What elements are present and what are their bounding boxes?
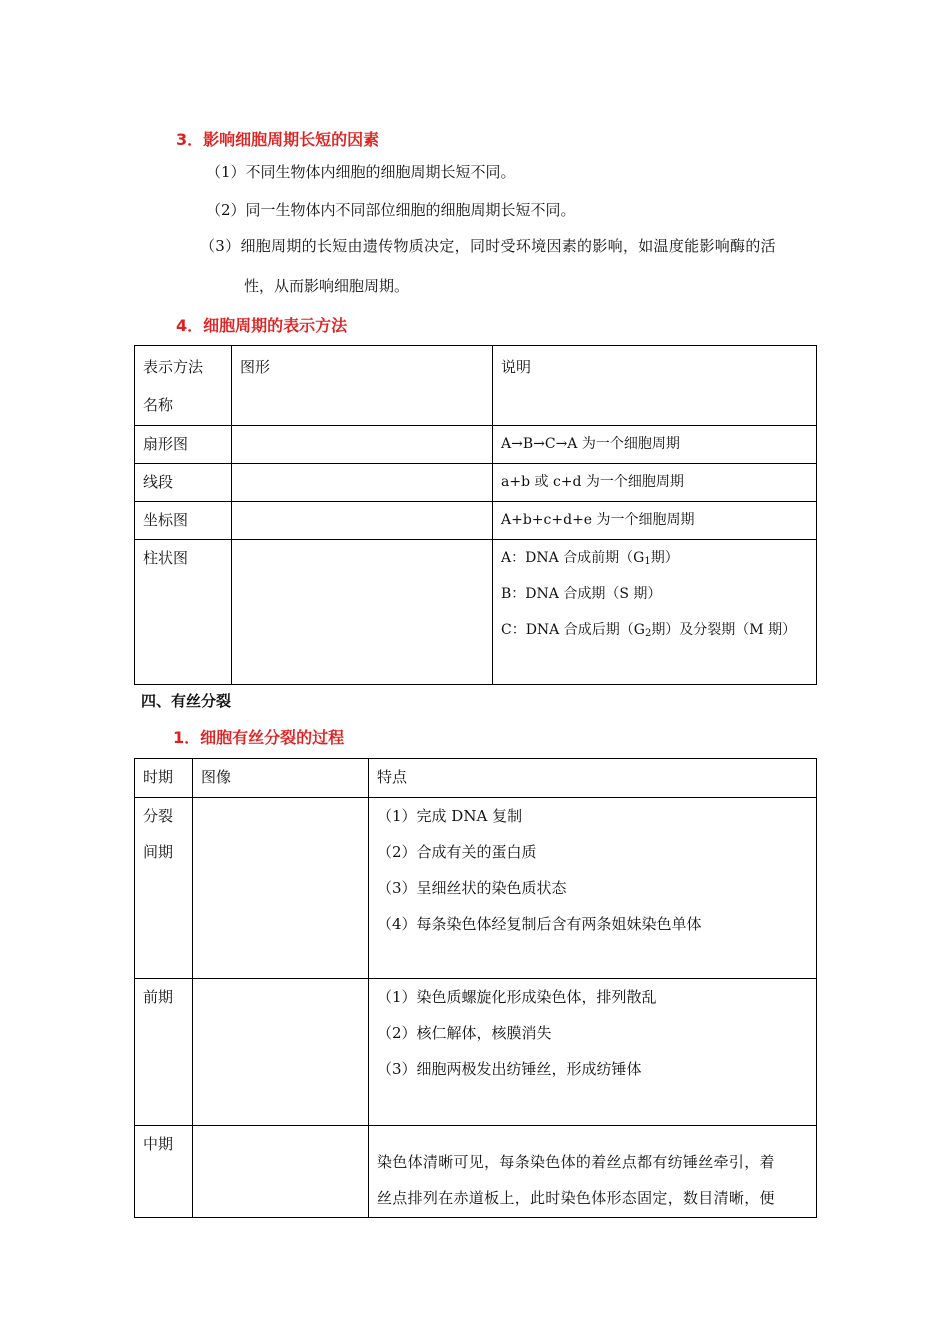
row-description-line-b: B：DNA 合成期（S 期） <box>501 586 662 602</box>
row-name: 坐标图 <box>143 511 189 529</box>
metaphase-feature-line2: 丝点排列在赤道板上，此时染色体形态固定，数目清晰，便 <box>377 1189 775 1207</box>
section-4-title: 4．细胞周期的表示方法 <box>176 316 348 335</box>
metaphase-name: 中期 <box>143 1135 174 1153</box>
section-3-title: 3．影响细胞周期长短的因素 <box>176 130 380 149</box>
table-row-prophase <box>135 979 817 1126</box>
image-cell <box>193 979 369 1126</box>
prophase-name: 前期 <box>143 988 174 1006</box>
table-row <box>135 426 817 464</box>
prophase-feature: （1）染色质螺旋化形成染色体，排列散乱 <box>377 988 657 1006</box>
image-cell <box>193 1126 369 1218</box>
header-method-cell <box>135 346 232 426</box>
figure-cell <box>232 540 493 685</box>
prophase-feature: （3）细胞两极发出纺锤丝，形成纺锤体 <box>377 1060 642 1078</box>
row-description: A+b+c+d+e 为一个细胞周期 <box>501 512 695 528</box>
table-row <box>135 502 817 540</box>
header-image: 图像 <box>201 768 232 786</box>
header-stage: 时期 <box>143 768 174 786</box>
header-figure-cell <box>232 346 493 426</box>
section-3-item-3: （3）细胞周期的长短由遗传物质决定，同时受环境因素的影响，如温度能影响酶的活 <box>200 237 776 255</box>
header-method-line1: 表示方法 <box>143 358 204 376</box>
figure-cell <box>232 464 493 502</box>
interphase-feature: （4）每条染色体经复制后含有两条姐妹染色单体 <box>377 915 702 933</box>
table-header-row <box>135 346 817 426</box>
interphase-name-line2: 间期 <box>143 843 174 861</box>
interphase-name-line1: 分裂 <box>143 807 174 825</box>
row-description: a+b 或 c+d 为一个细胞周期 <box>501 474 684 490</box>
header-method-line2: 名称 <box>143 396 174 414</box>
table-row-interphase <box>135 798 817 979</box>
table-row <box>135 540 817 685</box>
interphase-feature: （2）合成有关的蛋白质 <box>377 843 537 861</box>
figure-cell <box>232 502 493 540</box>
row-description: A→B→C→A 为一个细胞周期 <box>501 436 680 452</box>
row-description-line-a: A：DNA 合成前期（$G_1$期） <box>501 550 679 567</box>
section-3-item-3-cont: 性，从而影响细胞周期。 <box>244 277 410 295</box>
figure-cell <box>232 426 493 464</box>
header-figure: 图形 <box>240 358 271 376</box>
row-name: 柱状图 <box>143 549 189 567</box>
header-description: 说明 <box>501 358 532 376</box>
mitosis-table <box>134 758 817 1218</box>
metaphase-feature-line1: 染色体清晰可见，每条染色体的着丝点都有纺锤丝牵引，着 <box>377 1153 775 1171</box>
section-1-title: 1．细胞有丝分裂的过程 <box>173 728 345 747</box>
table-row-metaphase <box>135 1126 817 1218</box>
header-description-cell <box>493 346 817 426</box>
section-3-item-2: （2）同一生物体内不同部位细胞的细胞周期长短不同。 <box>206 201 576 219</box>
interphase-feature: （3）呈细丝状的染色质状态 <box>377 879 567 897</box>
row-description-line-c: C：DNA 合成后期（$G_2$期）及分裂期（M 期） <box>501 622 797 639</box>
table-row <box>135 464 817 502</box>
part-4-title: 四、有丝分裂 <box>141 692 232 710</box>
header-features: 特点 <box>377 768 408 786</box>
image-cell <box>193 798 369 979</box>
row-name: 扇形图 <box>143 435 189 453</box>
representation-table <box>134 345 817 685</box>
row-name: 线段 <box>143 473 174 491</box>
table-header-row <box>135 759 817 798</box>
section-3-item-1: （1）不同生物体内细胞的细胞周期长短不同。 <box>206 163 516 181</box>
interphase-feature: （1）完成 DNA 复制 <box>377 807 523 825</box>
prophase-feature: （2）核仁解体，核膜消失 <box>377 1024 552 1042</box>
